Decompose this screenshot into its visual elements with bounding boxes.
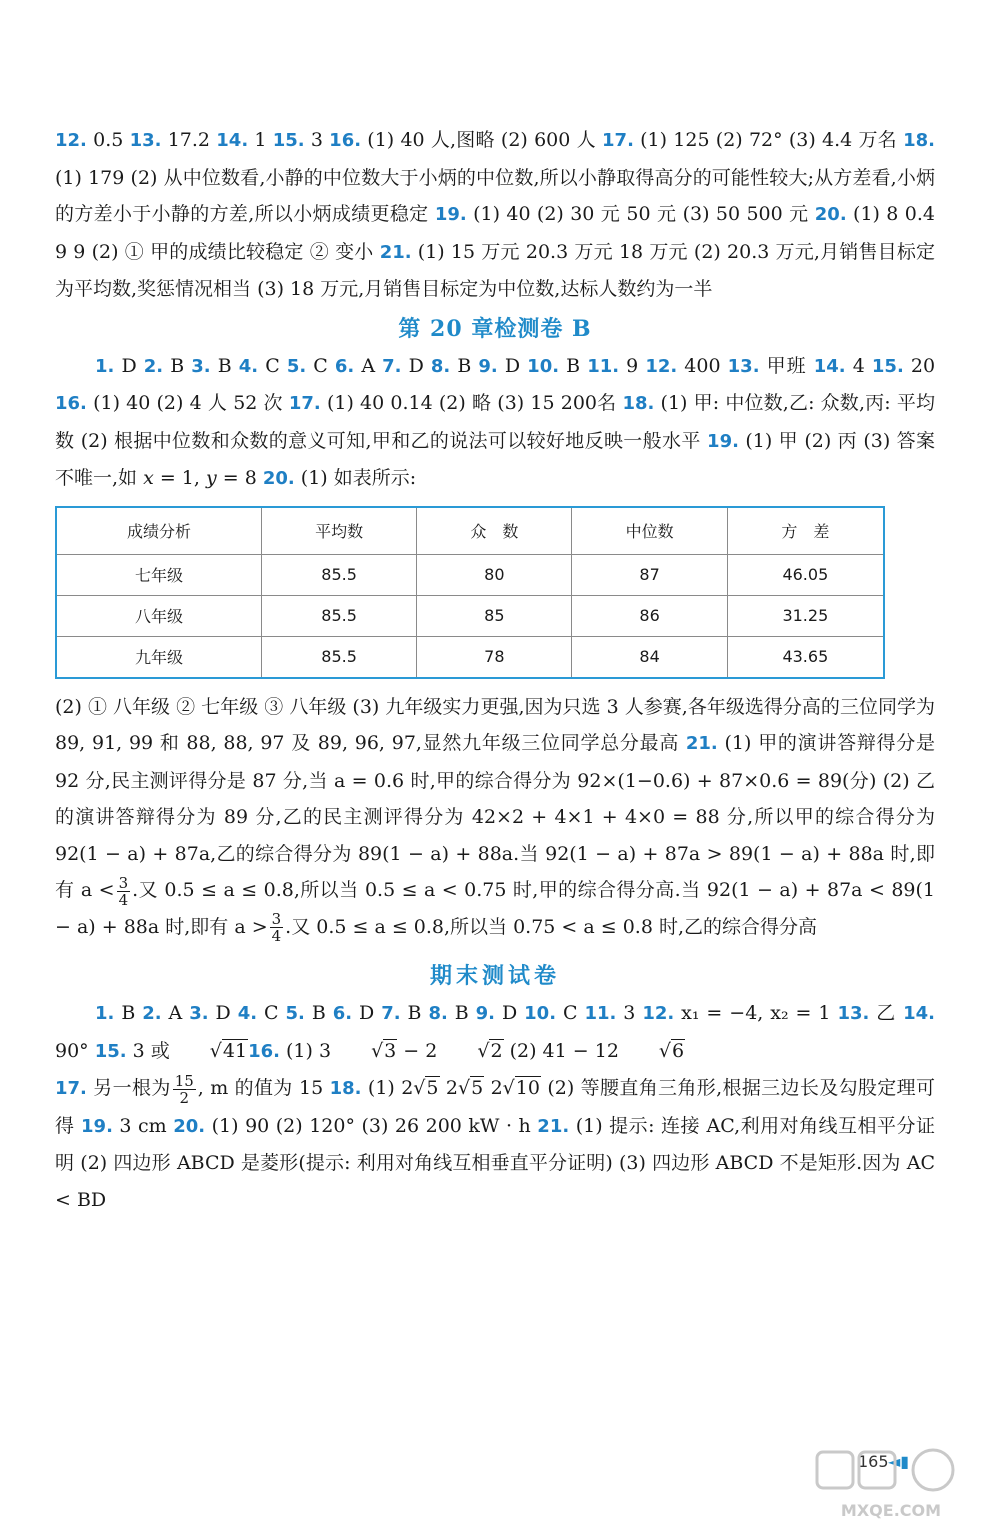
radicand: 6 <box>672 1039 685 1062</box>
square-root: √2 <box>477 1039 503 1062</box>
q-number: 17. <box>55 1078 87 1099</box>
answer-line <box>55 129 789 151</box>
answer-text: A <box>161 1002 190 1024</box>
q-number: 12. <box>642 1003 675 1024</box>
answer-text: (1) 179 (2) 从中位数看,小静的中位数大于小炳的中位数,所以小静取得高分的可能性较大;从方差看,小炳的方差小于小静的方差,所以小炳成绩更稳定 <box>55 166 935 225</box>
q-number: 3. <box>191 355 211 377</box>
q-number: 15. <box>871 355 904 377</box>
table-row <box>56 554 884 595</box>
table-cell: 86 <box>572 595 727 636</box>
q-number: 3. <box>189 1003 209 1024</box>
answer-text: 3 cm <box>112 1114 174 1137</box>
answer-text: D <box>352 1002 382 1024</box>
answer-text: 3 或 <box>126 1039 170 1062</box>
answer-text: (1) 2 <box>361 1077 414 1099</box>
score-analysis-table <box>55 506 885 679</box>
table-header: 众 数 <box>417 507 572 555</box>
table-cell: 85.5 <box>261 636 416 678</box>
answer-text: 甲班 <box>759 354 814 377</box>
q-number: 16. <box>329 130 362 151</box>
answer-text: 17.2 <box>161 129 217 151</box>
fraction-denominator: 4 <box>118 890 129 909</box>
table-cell: 80 <box>417 554 572 595</box>
square-root: √10 <box>502 1077 540 1099</box>
answer-text: , m 的值为 15 <box>197 1077 330 1099</box>
answer-text: (1) 90 (2) 120° (3) 26 200 kW · h <box>205 1114 538 1137</box>
section2-answers-continued <box>55 689 935 946</box>
answer-text: (1) 甲 (2) 丙 (3) 答案不唯一,如 <box>55 429 935 489</box>
answer-text: 1 <box>248 129 273 151</box>
fraction <box>117 875 131 908</box>
q-number: 7. <box>382 355 402 377</box>
q-number: 9. <box>475 1003 496 1024</box>
q-number: 16. <box>55 393 87 414</box>
answer-text: (1) 15 万元 20.3 万元 18 万元 (2) 20.3 万元,月销售目标定为平均数,奖惩情况相当 (3) 18 万元,月销售目标定为中位数,达标人数约为一半 <box>55 240 935 300</box>
answer-text: 9 <box>619 354 646 377</box>
q-number: 14. <box>813 355 846 377</box>
section3-answers <box>55 995 935 1070</box>
answer-text: = 1, <box>153 467 206 489</box>
q-number: 2. <box>142 1003 162 1024</box>
answer-text: .又 0.5 ≤ a ≤ 0.8,所以当 0.5 ≤ a < 0.75 时,甲的综合得分高.当 92(1 − a) + 87a < 89(1 − a) + 88a 时,即有 a > <box>55 879 935 938</box>
table-cell: 85.5 <box>261 595 416 636</box>
variable-y: y <box>205 467 217 489</box>
answer-text: 4 <box>845 354 872 377</box>
answer-text: (1) 40 (2) 30 元 50 元 (3) 50 500 元 <box>466 203 815 225</box>
answer-text: A <box>354 354 383 377</box>
q-number: 20. <box>173 1115 206 1137</box>
answer-text: (1) 3 <box>279 1039 332 1062</box>
q-number: 5. <box>286 355 307 377</box>
square-root: √3 <box>371 1039 397 1062</box>
q-number: 19. <box>81 1115 113 1137</box>
table-header: 成绩分析 <box>56 507 261 555</box>
table-cell: 46.05 <box>727 554 884 595</box>
q-number: 14. <box>216 130 249 151</box>
section2-answers <box>55 348 935 498</box>
answer-text: 2 <box>439 1077 458 1099</box>
q-number: 11. <box>584 1003 617 1024</box>
answer-text: 另一根为 <box>86 1077 171 1099</box>
q-number: 14. <box>903 1003 935 1024</box>
q-number: 10. <box>524 1003 557 1024</box>
table-row <box>56 595 884 636</box>
q-number: 4. <box>237 1003 258 1024</box>
table-cell: 85 <box>417 595 572 636</box>
q-number: 19. <box>434 204 467 225</box>
table-cell: 43.65 <box>727 636 884 678</box>
table-header-row <box>56 507 884 555</box>
answer-text: x₁ = −4, x₂ = 1 <box>674 1002 838 1024</box>
radicand: 5 <box>426 1077 439 1099</box>
table-cell: 85.5 <box>261 554 416 595</box>
watermark-logo <box>811 1446 971 1524</box>
answer-text: B <box>114 1002 143 1024</box>
q-number: 18. <box>329 1078 362 1099</box>
answer-text: B <box>450 354 479 377</box>
q-number: 16. <box>248 1040 280 1062</box>
radicand: 5 <box>471 1077 484 1099</box>
q-number: 17. <box>288 393 321 414</box>
answer-text: (3) 4.4 万名 <box>788 129 904 151</box>
q-number: 18. <box>622 393 655 414</box>
q-number: 6. <box>332 1003 353 1024</box>
q-number: 13. <box>129 130 162 151</box>
fraction-numerator: 15 <box>174 1071 194 1090</box>
answer-text: B <box>304 1002 333 1024</box>
answer-text: 90° <box>55 1039 95 1062</box>
answer-text: C <box>257 1002 286 1024</box>
table-cell: 78 <box>417 636 572 678</box>
answer-text: (2) 41 − 12 <box>503 1039 619 1062</box>
section1-answers <box>55 122 935 308</box>
fraction-denominator: 4 <box>271 927 282 945</box>
answer-text: B <box>400 1002 429 1024</box>
answer-text: D <box>208 1002 238 1024</box>
table-cell: 八年级 <box>56 595 261 636</box>
table-row <box>56 636 884 678</box>
q-number: 4. <box>238 355 259 377</box>
answer-text: (1) 如表所示: <box>294 467 417 489</box>
answer-text: B <box>447 1002 476 1024</box>
answer-text: B <box>210 354 239 377</box>
answer-text: 0.5 <box>86 129 130 151</box>
q-number: 12. <box>55 130 87 151</box>
page-arrow-icon: ◄▮ <box>888 1452 910 1471</box>
table-cell: 84 <box>572 636 727 678</box>
q-number: 1. <box>95 355 115 377</box>
q-number: 6. <box>334 355 355 377</box>
answer-text: B <box>559 354 588 377</box>
radicand: 41 <box>222 1039 248 1062</box>
answer-text: (1) 40 0.14 (2) 略 (3) 15 200名 <box>320 392 623 414</box>
fraction <box>270 911 284 944</box>
answer-text: D <box>401 354 431 377</box>
answer-text: 乙 <box>869 1002 904 1024</box>
square-root: √41 <box>209 1039 248 1062</box>
q-number: 21. <box>685 733 718 754</box>
answer-text: (1) 甲: 中位数,乙: 众数,丙: 平均数 (2) 根据中位数和众数的意义可知,甲和乙的说法可以较好地反映一般水平 <box>55 392 935 452</box>
radicand: 3 <box>384 1039 397 1062</box>
section3-answers-continued <box>55 1070 935 1218</box>
q-number: 20. <box>814 204 847 225</box>
answer-text: 20 <box>903 354 936 377</box>
answer-text: (1) 8 0.4 9 9 (2) ① 甲的成绩比较稳定 ② 变小 <box>55 203 935 263</box>
q-number: 21. <box>537 1115 570 1137</box>
answer-text: (1) 125 (2) 72° <box>633 129 783 151</box>
q-number: 8. <box>428 1003 448 1024</box>
answer-page <box>55 122 935 1218</box>
table-header: 中位数 <box>572 507 727 555</box>
page-number: 165 <box>858 1452 889 1471</box>
q-number: 20. <box>262 468 295 489</box>
square-root: √5 <box>457 1077 484 1099</box>
q-number: 11. <box>587 355 620 377</box>
table-cell: 九年级 <box>56 636 261 678</box>
q-number: 10. <box>527 355 560 377</box>
answer-text: − 2 <box>397 1039 438 1062</box>
q-number: 1. <box>95 1003 115 1024</box>
table-cell: 七年级 <box>56 554 261 595</box>
answer-text: C <box>556 1002 585 1024</box>
fraction-numerator: 3 <box>271 910 282 928</box>
answer-text: (1) 40 (2) 4 人 52 次 <box>86 392 289 414</box>
answer-text: (2) 等腰直角三角形,根据三边长及勾股定理可得 <box>55 1077 935 1137</box>
answer-text: (1) 提示: 连接 AC,利用对角线互相平分证明 (2) 四边形 ABCD 是菱形(提示: 利用对角线互相垂直平分证明) (3) 四边形 ABCD 不是矩形.因为 AC < BD <box>55 1114 935 1211</box>
radicand: 2 <box>490 1039 503 1062</box>
q-number: 2. <box>143 355 164 377</box>
radicand: 10 <box>515 1077 540 1099</box>
table-cell: 31.25 <box>727 595 884 636</box>
answer-text: 3 <box>304 129 330 151</box>
answer-text: = 8 <box>216 467 263 489</box>
watermark-text: MXQE.COM <box>840 1501 942 1520</box>
answer-text: D <box>497 354 528 377</box>
answer-text: (2) ① 八年级 ② 七年级 ③ 八年级 (3) 九年级实力更强,因为只选 3 人参赛,各年级选得分高的三位同学为 89, 91, 99 和 88, 88, 97 及 89, 96, 97,显然九年级三位同学总分最高 <box>55 695 935 754</box>
answer-text: .又 0.5 ≤ a ≤ 0.8,所以当 0.75 < a ≤ 0.8 时,乙的综合得分高 <box>285 915 817 938</box>
q-number: 5. <box>285 1003 305 1024</box>
q-number: 19. <box>707 430 739 452</box>
q-number: 15. <box>272 130 305 151</box>
answer-text: C <box>258 354 287 377</box>
square-root: √5 <box>413 1077 439 1099</box>
table-header: 方 差 <box>727 507 884 555</box>
q-number: 17. <box>602 130 634 151</box>
fraction <box>173 1073 196 1106</box>
answer-text: 400 <box>677 354 728 377</box>
q-number: 8. <box>430 355 451 377</box>
answer-text: (1) 甲的演讲答辩得分是 92 分,民主测评得分是 87 分,当 a = 0.6 时,甲的综合得分为 92×(1−0.6) + 87×0.6 = 89(分) (2) 乙的演讲答辩得分为 89 分,乙的民主测评得分为 42×2 + 4×1 + 4×0 = 88 分,所以甲的综合得分为 92(1 − a) + 87a,乙的综合得分为 89(1 − a) + 88a.当 92(1 − a) + 87a > 89(1 − a) + 88a 时,即有 a < <box>55 732 935 901</box>
answer-text: D <box>495 1002 525 1024</box>
answer-text: (1) 40 人,图略 (2) 600 人 <box>361 129 603 151</box>
section-title-ch20: 第 20 章检测卷 B <box>398 315 592 342</box>
fraction-denominator: 2 <box>179 1088 189 1107</box>
q-number: 21. <box>379 241 412 263</box>
square-root: √6 <box>658 1039 685 1062</box>
table-cell: 87 <box>572 554 727 595</box>
fraction-numerator: 3 <box>118 873 129 892</box>
answer-text: 2 <box>484 1077 503 1099</box>
table-header: 平均数 <box>261 507 416 555</box>
section-title-final-exam: 期末测试卷 <box>429 963 560 989</box>
answer-text: 3 <box>616 1002 643 1024</box>
answer-text: B <box>163 354 192 377</box>
q-number: 15. <box>94 1040 127 1062</box>
answer-text: D <box>114 354 144 377</box>
answer-text: C <box>306 354 335 377</box>
q-number: 13. <box>837 1003 870 1024</box>
q-number: 7. <box>381 1003 401 1024</box>
q-number: 13. <box>727 355 760 377</box>
variable-x: x <box>143 467 154 489</box>
q-number: 18. <box>903 130 935 151</box>
q-number: 12. <box>645 355 678 377</box>
q-number: 9. <box>478 355 498 377</box>
